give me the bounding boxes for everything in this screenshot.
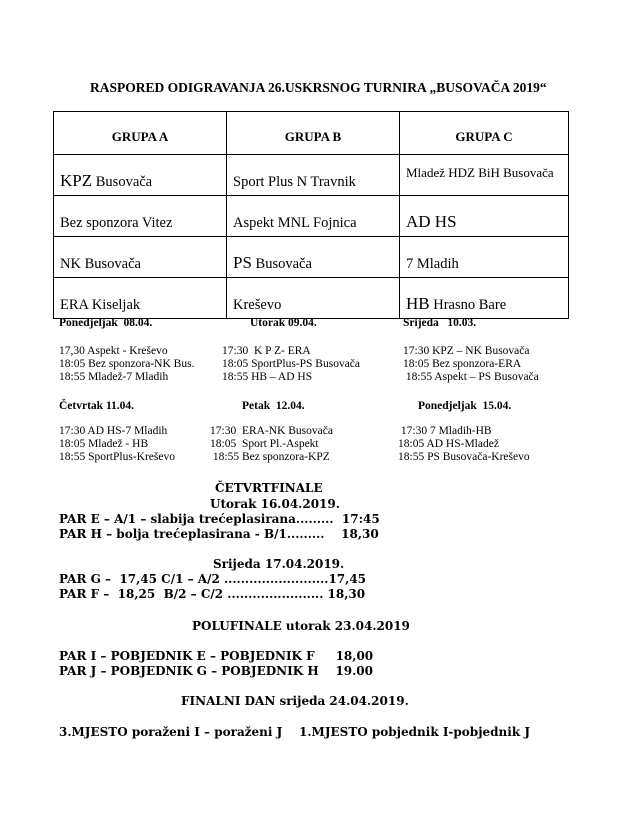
- match-list: [398, 425, 530, 464]
- team-abbr: KPZ: [60, 171, 93, 190]
- match: 18:05 Bez sponzora-ERA: [403, 358, 522, 370]
- team-name: Busovača: [251, 256, 312, 272]
- team-cell: [227, 155, 400, 196]
- table-row: [54, 278, 569, 319]
- day-heading: Srijeda 10.03.: [403, 317, 477, 329]
- match: 17:30 ERA-NK Busovača: [210, 425, 333, 437]
- match-par-e: PAR E – A/1 – slabija trećeplasirana......... 17:45: [59, 512, 380, 526]
- table-header-row: [54, 112, 569, 155]
- match: 18:55 HB – AD HS: [222, 371, 313, 383]
- group-b-header: GRUPA B: [227, 112, 400, 155]
- match-list: [59, 425, 175, 464]
- match-par-i: PAR I – POBJEDNIK E – POBJEDNIK F 18,00: [59, 649, 374, 663]
- match: 18:05 Mladež - HB: [59, 438, 149, 450]
- team-name: Kreševo: [233, 297, 282, 313]
- match: 18:55 Aspekt – PS Busovača: [403, 371, 539, 383]
- match: 17:30 AD HS-7 Mladih: [59, 425, 168, 437]
- team-cell: [400, 155, 569, 196]
- match: 18:05 Bez sponzora-NK Bus.: [59, 358, 195, 370]
- team-name: Mladež HDZ BiH Busovača: [406, 165, 554, 180]
- match: 18:55 Bez sponzora-KPZ: [210, 451, 330, 463]
- match: 17:30 K P Z- ERA: [222, 345, 311, 357]
- team-name: Hrasno Bare: [429, 297, 507, 313]
- team-cell: [227, 278, 400, 319]
- team-cell: [54, 196, 227, 237]
- day-heading: Ponedjeljak 08.04.: [59, 317, 153, 329]
- team-cell: [400, 196, 569, 237]
- match-par-h: PAR H – bolja trećeplasirana - B/1......... 18,30: [59, 527, 379, 541]
- match: 18:55 Mladež-7 Mladih: [59, 371, 169, 383]
- match: 17:30 7 Mladih-HB: [398, 425, 492, 437]
- final-matches: 3.MJESTO poraženi I – poraženi J 1.MJESTO pobjednik I-pobjednik J: [59, 725, 531, 739]
- team-cell: [400, 237, 569, 278]
- team-cell: [227, 237, 400, 278]
- match: 18:55 SportPlus-Kreševo: [59, 451, 175, 463]
- final-title: FINALNI DAN srijeda 24.04.2019.: [181, 694, 409, 708]
- quarterfinal-day: Utorak 16.04.2019.: [210, 497, 340, 511]
- group-c-header: GRUPA C: [400, 112, 569, 155]
- table-row: [54, 155, 569, 196]
- group-a-header: GRUPA A: [54, 112, 227, 155]
- match-list: [59, 345, 194, 384]
- match: 18:05 AD HS-Mladež: [398, 438, 499, 450]
- team-cell: [54, 278, 227, 319]
- team-name: NK Busovača: [60, 256, 141, 272]
- day-heading: Ponedjeljak 15.04.: [418, 400, 512, 412]
- match-list: [222, 345, 360, 384]
- match-par-g: PAR G – 17,45 C/1 – A/2 .........................17,45: [59, 572, 367, 586]
- semifinal-title: POLUFINALE utorak 23.04.2019: [192, 619, 410, 633]
- match-par-f: PAR F – 18,25 B/2 – C/2 ....................... 18,30: [59, 587, 366, 601]
- team-name: Sport Plus N Travnik: [233, 174, 356, 190]
- document-title: RASPORED ODIGRAVANJA 26.USKRSNOG TURNIRA „BUSOVAČA 2019“: [90, 80, 547, 95]
- day-heading: Petak 12.04.: [242, 400, 305, 412]
- team-abbr: AD HS: [406, 212, 457, 231]
- team-abbr: PS: [233, 253, 252, 272]
- quarterfinal-title: ČETVRTFINALE: [215, 481, 323, 495]
- team-cell: [227, 196, 400, 237]
- match: 18:05 Sport Pl.-Aspekt: [210, 438, 319, 450]
- match-list: [210, 425, 333, 464]
- day-heading: Četvrtak 11.04.: [59, 400, 135, 412]
- day-heading: Utorak 09.04.: [250, 317, 317, 329]
- team-name: ERA Kiseljak: [60, 297, 141, 313]
- match: 17:30 KPZ – NK Busovača: [403, 345, 530, 357]
- match-list: [403, 345, 539, 384]
- team-cell: [400, 278, 569, 319]
- team-cell: [54, 237, 227, 278]
- table-row: [54, 237, 569, 278]
- match: 17,30 Aspekt - Kreševo: [59, 345, 168, 357]
- match: 18:05 SportPlus-PS Busovača: [222, 358, 361, 370]
- table-row: [54, 196, 569, 237]
- groups-table: [53, 111, 569, 319]
- team-name: Busovača: [92, 174, 153, 190]
- team-name: Bez sponzora Vitez: [60, 215, 173, 231]
- quarterfinal-day: Srijeda 17.04.2019.: [213, 557, 345, 571]
- team-abbr: HB: [406, 294, 430, 313]
- team-name: 7 Mladih: [406, 256, 459, 272]
- match-par-j: PAR J – POBJEDNIK G – POBJEDNIK H 19.00: [59, 664, 373, 678]
- team-name: Aspekt MNL Fojnica: [233, 215, 357, 231]
- team-cell: [54, 155, 227, 196]
- match: 18:55 PS Busovača-Kreševo: [398, 451, 530, 463]
